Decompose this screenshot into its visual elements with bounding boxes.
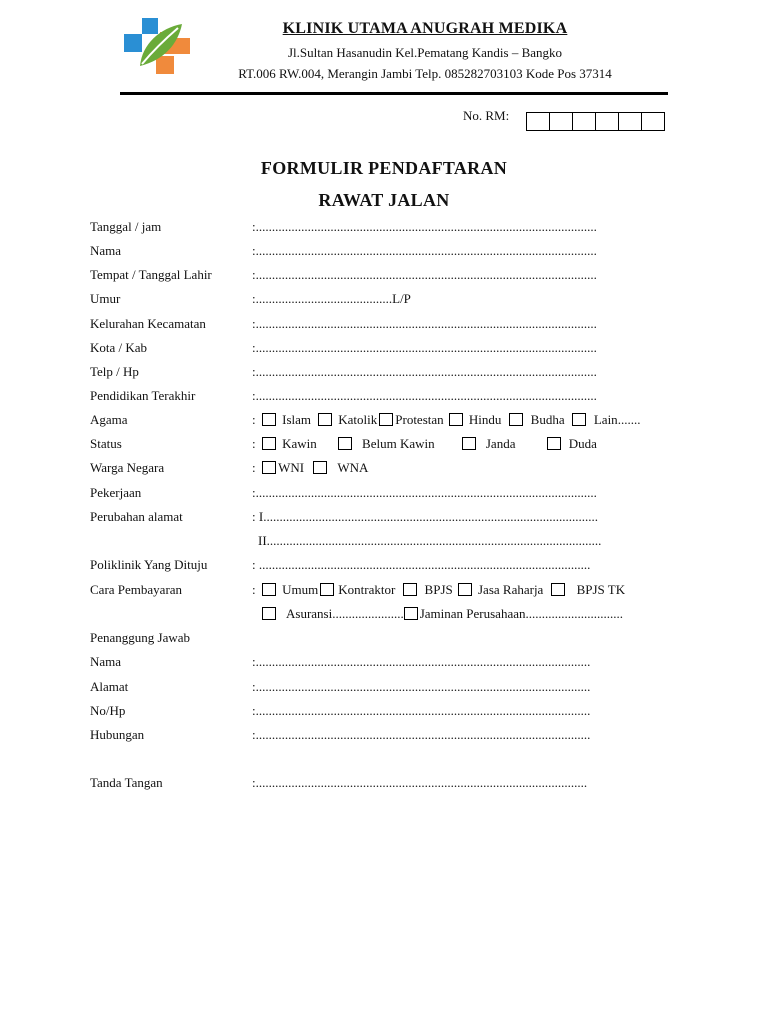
checkbox-agama-islam[interactable] xyxy=(262,413,276,426)
input-umur[interactable]: :..........................................L/P xyxy=(252,291,411,306)
label-pj-hubungan: Hubungan xyxy=(90,727,145,742)
option-agama-budha: Budha xyxy=(530,412,565,427)
rm-box[interactable] xyxy=(572,112,596,131)
checkbox-agama-budha[interactable] xyxy=(509,413,523,426)
option-bayar-asuransi: Asuransi xyxy=(286,606,333,621)
rm-number-boxes[interactable] xyxy=(527,112,665,131)
input-tanggal[interactable]: :......................................................................................................... xyxy=(252,219,597,234)
label-pj-alamat: Alamat xyxy=(90,679,129,694)
label-pekerjaan: Pekerjaan xyxy=(90,485,142,500)
input-asuransi[interactable]: ...................... xyxy=(332,606,404,621)
option-bayar-bpjs: BPJS xyxy=(424,582,453,597)
label-kelurahan: Kelurahan Kecamatan xyxy=(90,316,206,331)
checkbox-status-kawin[interactable] xyxy=(262,437,276,450)
checkbox-bayar-kontraktor[interactable] xyxy=(320,583,334,596)
rm-box[interactable] xyxy=(549,112,573,131)
input-kota[interactable]: :......................................................................................................... xyxy=(252,340,597,355)
clinic-name: KLINIK UTAMA ANUGRAH MEDIKA xyxy=(282,20,568,37)
option-status-janda: Janda xyxy=(485,436,516,451)
alamat-ii-marker: II xyxy=(258,533,267,548)
option-agama-islam: Islam xyxy=(282,412,312,427)
option-warga-wni: WNI xyxy=(278,460,305,475)
clinic-address-line2: RT.006 RW.004, Merangin Jambi Telp. 085282703103 Kode Pos 37314 xyxy=(238,66,612,81)
checkbox-agama-hindu[interactable] xyxy=(449,413,463,426)
checkbox-bayar-umum[interactable] xyxy=(262,583,276,596)
rm-label: No. RM: xyxy=(463,108,510,123)
option-agama-hindu: Hindu xyxy=(468,412,502,427)
input-pekerjaan[interactable]: :......................................................................................................... xyxy=(252,485,597,500)
input-tanda-tangan[interactable]: :...................................................................................................... xyxy=(252,775,588,790)
checkbox-bayar-bpjs-tk[interactable] xyxy=(551,583,565,596)
checkbox-status-belum-kawin[interactable] xyxy=(338,437,352,450)
option-bayar-jasa-raharja: Jasa Raharja xyxy=(478,582,544,597)
label-poliklinik: Poliklinik Yang Dituju xyxy=(90,557,208,572)
label-pj-hp: No/Hp xyxy=(90,703,126,718)
checkbox-agama-katolik[interactable] xyxy=(318,413,332,426)
rm-box[interactable] xyxy=(595,112,619,131)
rm-box[interactable] xyxy=(641,112,665,131)
option-agama-katolik: Katolik xyxy=(338,412,378,427)
checkbox-status-duda[interactable] xyxy=(547,437,561,450)
umur-gender-suffix: L/P xyxy=(392,291,411,306)
option-bayar-bpjs-tk: BPJS TK xyxy=(576,582,626,597)
checkbox-warga-wna[interactable] xyxy=(313,461,327,474)
label-kota: Kota / Kab xyxy=(90,340,148,355)
input-jaminan[interactable]: .............................. xyxy=(525,606,623,621)
label-alamat-baru: Perubahan alamat xyxy=(90,509,183,524)
option-agama-lain: Lain xyxy=(593,412,618,427)
checkbox-agama-lain[interactable] xyxy=(572,413,586,426)
input-alamat-baru-1[interactable]: : I....................................................................................................... xyxy=(252,509,598,524)
label-pembayaran: Cara Pembayaran xyxy=(90,582,183,597)
label-agama: Agama xyxy=(90,412,128,427)
checkbox-bayar-jasa-raharja[interactable] xyxy=(458,583,472,596)
label-tanda-tangan: Tanda Tangan xyxy=(90,775,163,790)
input-pj-hubungan[interactable]: :....................................................................................................... xyxy=(252,727,591,742)
input-alamat-baru-2[interactable]: II....................................................................................................... xyxy=(258,533,602,548)
rm-box[interactable] xyxy=(526,112,550,131)
label-telp: Telp / Hp xyxy=(90,364,139,379)
input-telp[interactable]: :......................................................................................................... xyxy=(252,364,597,379)
label-status: Status xyxy=(90,436,122,451)
checkbox-bayar-bpjs[interactable] xyxy=(403,583,417,596)
checkbox-bayar-asuransi[interactable] xyxy=(262,607,276,620)
alamat-i-marker: I xyxy=(258,509,264,524)
input-nama[interactable]: :......................................................................................................... xyxy=(252,243,597,258)
input-poliklinik[interactable]: : ...................................................................................................... xyxy=(252,557,591,572)
option-bayar-umum: Umum xyxy=(282,582,319,597)
option-bayar-kontraktor: Kontraktor xyxy=(338,582,396,597)
input-agama-lain[interactable]: ....... xyxy=(617,412,641,427)
clinic-logo xyxy=(120,14,194,76)
label-penanggung: Penanggung Jawab xyxy=(90,630,191,645)
checkbox-warga-wni[interactable] xyxy=(262,461,276,474)
input-kelurahan[interactable]: :......................................................................................................... xyxy=(252,316,597,331)
input-pj-nama[interactable]: :....................................................................................................... xyxy=(252,654,591,669)
option-warga-wna: WNA xyxy=(337,460,369,475)
option-status-belum-kawin: Belum Kawin xyxy=(362,436,435,451)
header-divider xyxy=(120,92,668,95)
checkbox-agama-protestan[interactable] xyxy=(379,413,393,426)
option-status-duda: Duda xyxy=(568,436,597,451)
rm-box[interactable] xyxy=(618,112,642,131)
checkbox-status-janda[interactable] xyxy=(462,437,476,450)
input-pj-alamat[interactable]: :....................................................................................................... xyxy=(252,679,591,694)
label-nama: Nama xyxy=(90,243,122,258)
clinic-address-line1: Jl.Sultan Hasanudin Kel.Pematang Kandis – Bangko xyxy=(287,45,563,60)
option-bayar-jaminan: Jaminan Perusahaan xyxy=(419,606,526,621)
label-umur: Umur xyxy=(90,291,121,306)
input-pendidikan[interactable]: :......................................................................................................... xyxy=(252,388,597,403)
input-ttl[interactable]: :......................................................................................................... xyxy=(252,267,597,282)
label-ttl: Tempat / Tanggal Lahir xyxy=(90,267,212,282)
input-pj-hp[interactable]: :....................................................................................................... xyxy=(252,703,591,718)
checkbox-bayar-jaminan[interactable] xyxy=(404,607,418,620)
form-title-line2: RAWAT JALAN xyxy=(318,190,450,210)
label-pj-nama: Nama xyxy=(90,654,122,669)
option-agama-protestan: Protestan xyxy=(395,412,444,427)
label-tanggal: Tanggal / jam xyxy=(90,219,162,234)
label-pendidikan: Pendidikan Terakhir xyxy=(90,388,196,403)
form-title-line1: FORMULIR PENDAFTARAN xyxy=(260,158,508,178)
label-warga: Warga Negara xyxy=(90,460,165,475)
option-status-kawin: Kawin xyxy=(282,436,317,451)
